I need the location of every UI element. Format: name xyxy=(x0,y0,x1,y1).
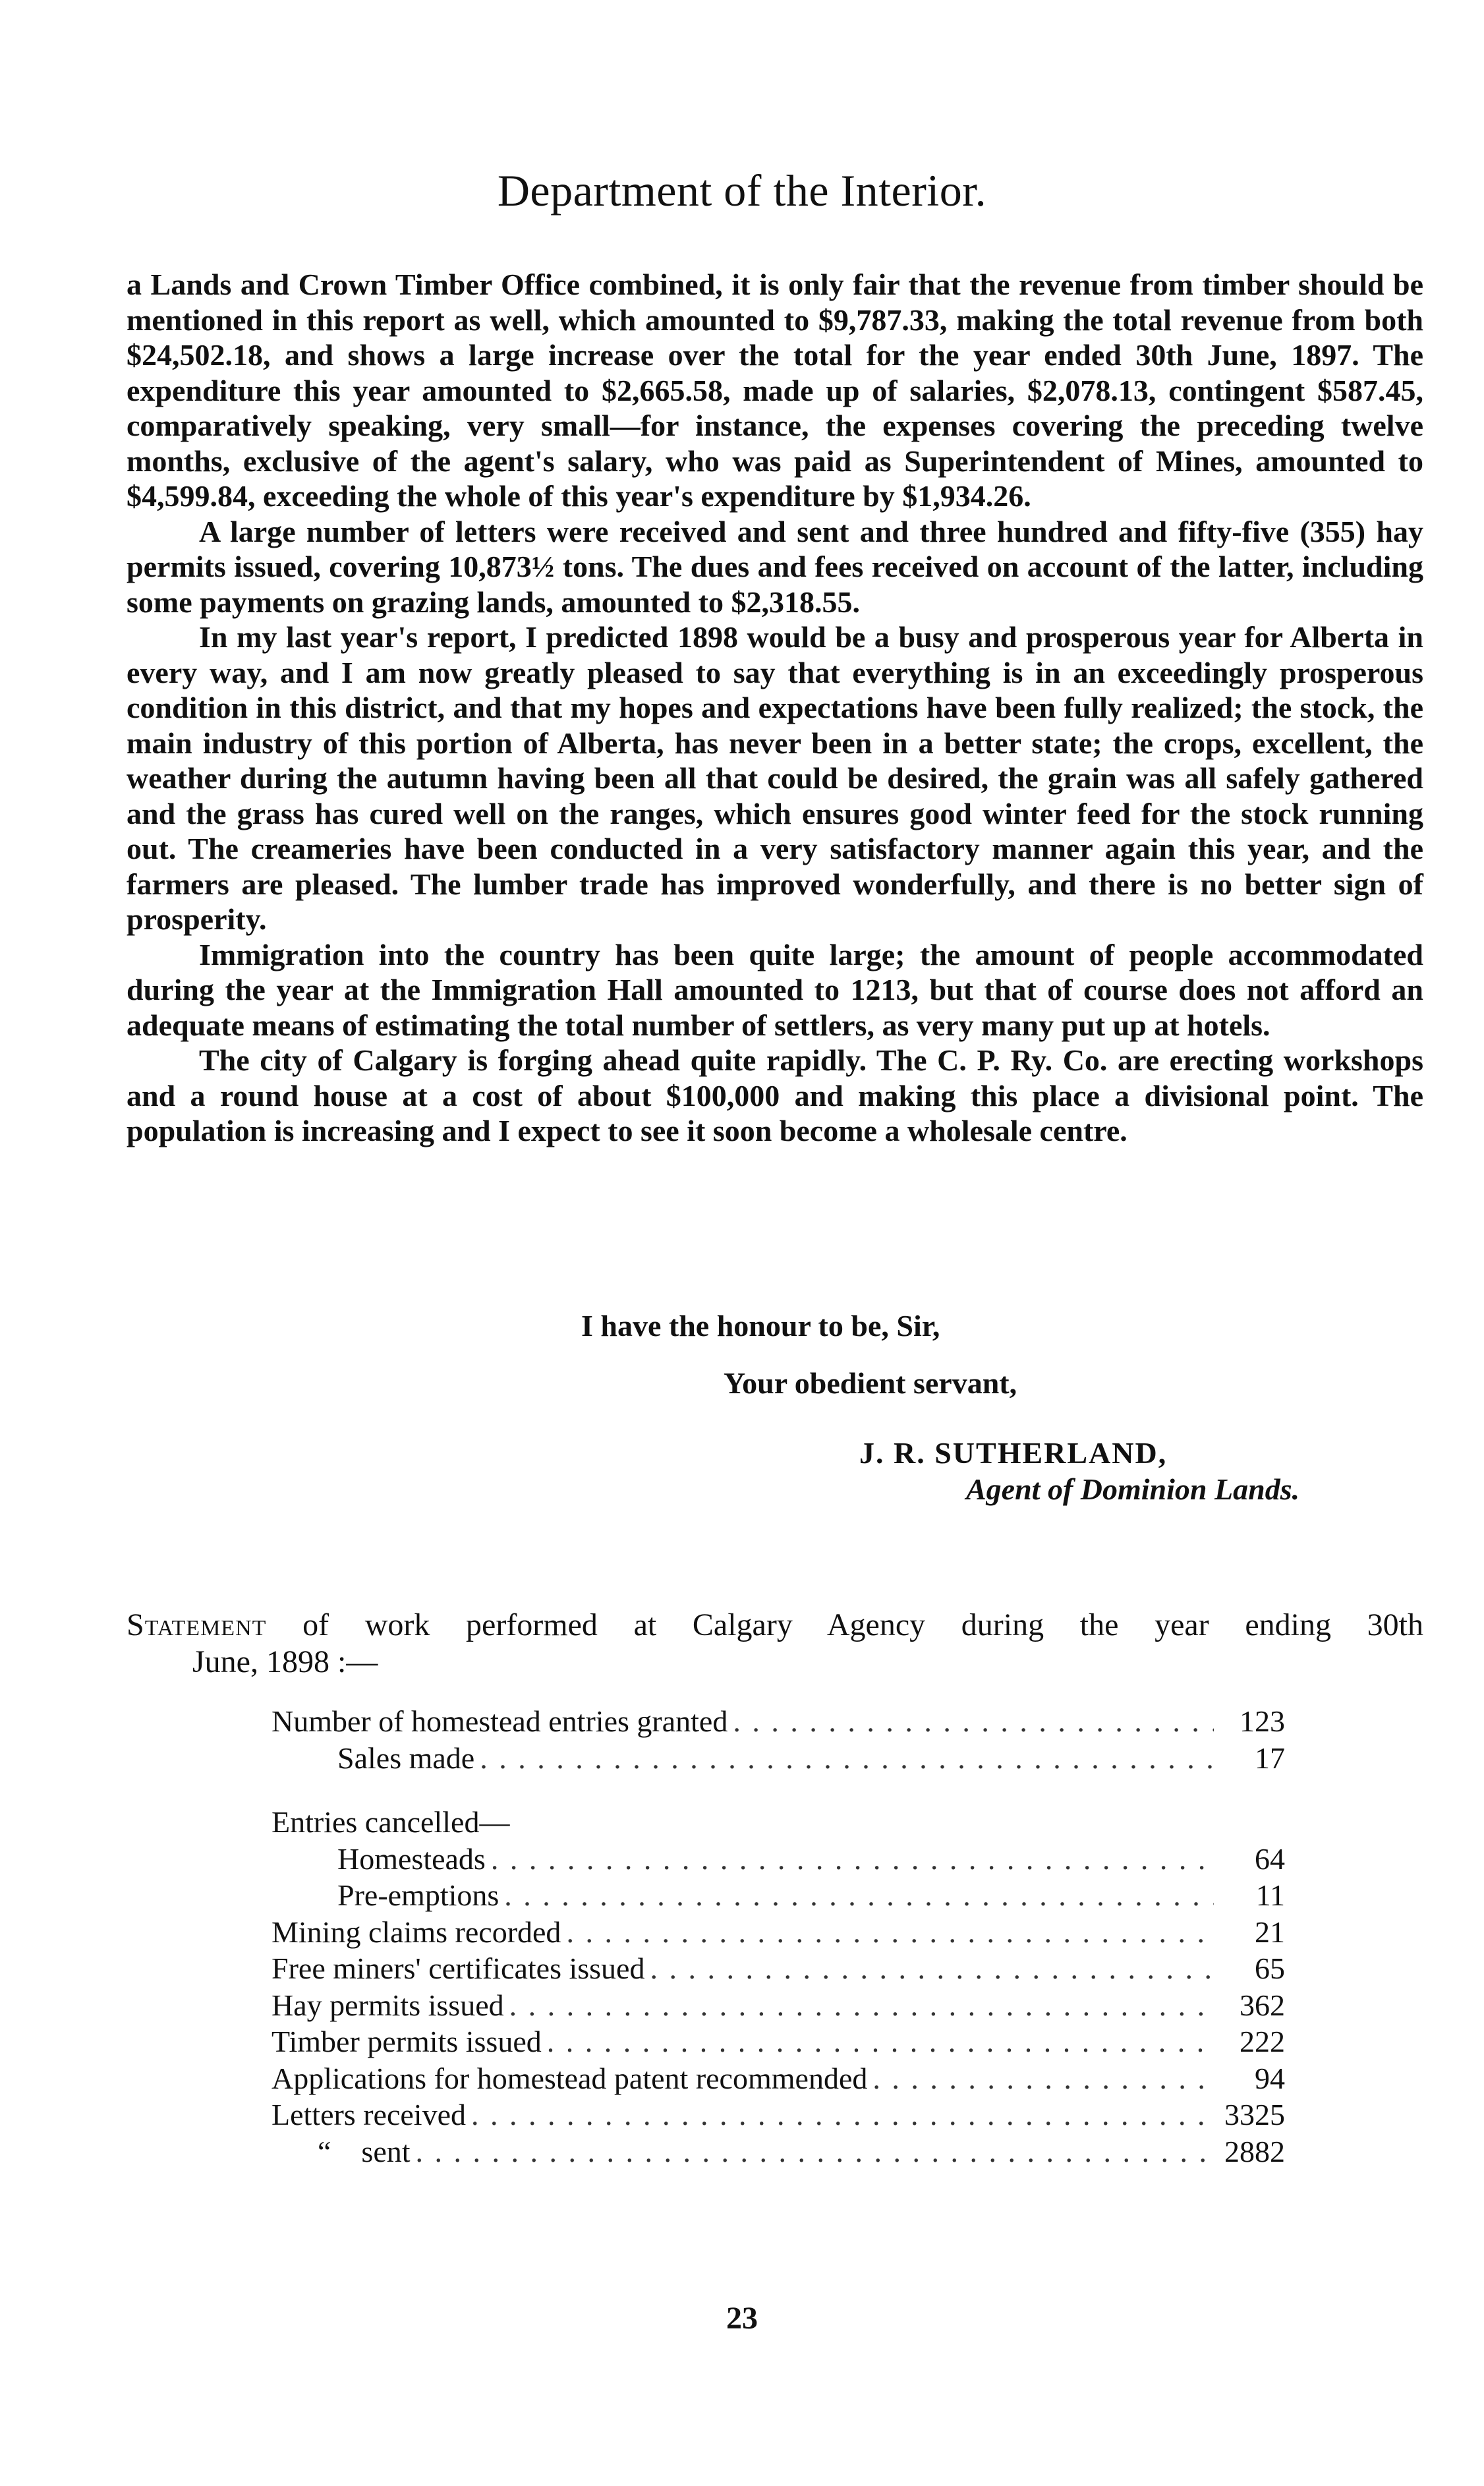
row-label: Homesteads xyxy=(337,1841,486,1876)
table-row xyxy=(271,1804,1285,1841)
closing-salutation: I have the honour to be, Sir, xyxy=(581,1309,940,1343)
dot-leader xyxy=(733,1703,1214,1740)
paragraph-calgary: The city of Calgary is forging ahead quite rapidly. The C. P. Ry. Co. are erecting workshops and a round house at a cost of about $100,000 and making this place a divisional point. The population is increasing and I expect to see it soon become a wholesale centre. xyxy=(127,1043,1423,1147)
row-value: 11 xyxy=(1255,1878,1285,1912)
statement-heading-text: of work performed at Calgary Agency during the year ending 30th xyxy=(302,1607,1423,1642)
row-value: 64 xyxy=(1255,1841,1285,1876)
table-row xyxy=(271,2060,1285,2097)
table-row xyxy=(271,1950,1285,1987)
table-row xyxy=(271,2133,1285,2170)
row-value: 362 xyxy=(1240,1988,1285,2022)
statement-heading xyxy=(127,1607,1423,1644)
dot-leader xyxy=(547,2023,1214,2060)
dot-leader xyxy=(504,1877,1214,1914)
dot-leader xyxy=(650,1950,1214,1987)
row-value: 3325 xyxy=(1224,2098,1285,2131)
dot-leader xyxy=(566,1914,1214,1951)
table-row xyxy=(271,1740,1285,1777)
row-value: 21 xyxy=(1255,1915,1285,1949)
statement-table xyxy=(271,1703,1285,2170)
statement-heading-continued: June, 1898 :— xyxy=(192,1644,378,1679)
row-label: Number of homestead entries granted xyxy=(271,1704,728,1738)
signature-title: Agent of Dominion Lands. xyxy=(966,1472,1300,1506)
paragraph-hay-permits: A large number of letters were received and sent and three hundred and fifty-five (355) hay permits issued, covering 10,873½ tons. The dues and fees received on account of the latter, including some payments on grazing lands, amounted to $2,318.55. xyxy=(127,514,1423,619)
paragraph-revenue: a Lands and Crown Timber Office combined, it is only fair that the revenue from timber should be mentioned in this report as well, which amounted to $9,787.33, making the total revenue from both $24,502.18, and shows a large increase over the total for the year ended 30th June, 1897. The expenditure this year amounted to $2,665.58, made up of salaries, $2,078.13, contingent $587.45, comparatively speaking, very small—for instance, the expenses covering the preceding twelve months, exclusive of the agent's salary, who was paid as Superintendent of Mines, amounted to $4,599.84, exceeding the whole of this year's expenditure by $1,934.26. xyxy=(127,268,1423,513)
row-value: 65 xyxy=(1255,1951,1285,1985)
row-label: Hay permits issued xyxy=(271,1988,504,2022)
paragraph-immigration: Immigration into the country has been quite large; the amount of people accommodated during the year at the Immigration Hall amounted to 1213, but that of course does not afford an adequate means of estimating the total number of settlers, as very many put up at hotels. xyxy=(127,937,1423,1042)
page-number: 23 xyxy=(726,2301,758,2336)
ditto-mark: “ xyxy=(318,2134,331,2168)
closing-servant: Your obedient servant, xyxy=(724,1366,1017,1400)
statement-label: Statement xyxy=(127,1607,267,1642)
row-value: 17 xyxy=(1255,1741,1285,1775)
table-row xyxy=(271,2096,1285,2133)
row-label: Entries cancelled— xyxy=(271,1805,510,1839)
report-body xyxy=(127,267,1423,1149)
row-spacer xyxy=(271,1776,1285,1804)
row-value: 222 xyxy=(1240,2025,1285,2058)
dot-leader xyxy=(509,1987,1214,2024)
row-label: Letters received xyxy=(271,2098,466,2131)
table-row xyxy=(271,1877,1285,1914)
table-row xyxy=(271,2023,1285,2060)
row-label: sent xyxy=(361,2134,411,2168)
table-row xyxy=(271,1703,1285,1740)
row-label: Sales made xyxy=(337,1741,475,1775)
page-title: Department of the Interior. xyxy=(497,165,987,216)
table-row xyxy=(271,1987,1285,2024)
row-value: 123 xyxy=(1240,1704,1285,1738)
dot-leader xyxy=(872,2060,1214,2097)
row-value: 94 xyxy=(1255,2061,1285,2095)
dot-leader xyxy=(471,2096,1214,2133)
row-label: Mining claims recorded xyxy=(271,1915,561,1949)
row-label: Timber permits issued xyxy=(271,2025,542,2058)
table-row xyxy=(271,1841,1285,1878)
row-label: Free miners' certificates issued xyxy=(271,1951,645,1985)
table-row xyxy=(271,1914,1285,1951)
row-label-group xyxy=(271,2133,411,2170)
row-label: Pre-emptions xyxy=(337,1878,499,1912)
paragraph-prosperity: In my last year's report, I predicted 1898 would be a busy and prosperous year for Alberta in every way, and I am now greatly pleased to say that everything is in an exceedingly prosperous condition in this district, and that my hopes and expectations have been fully realized; the stock, the main industry of this portion of Alberta, has never been in a better state; the crops, excellent, the weather during the autumn having been all that could be desired, the grain was all safely gathered and the grass has cured well on the ranges, which ensures good winter feed for the stock running out. The creameries have been conducted in a very satisfactory manner again this year, and the farmers are pleased. The lumber trade has improved wonderfully, and there is no better sign of prosperity. xyxy=(127,620,1423,936)
row-label: Applications for homestead patent recommended xyxy=(271,2061,868,2095)
signature-name: J. R. SUTHERLAND, xyxy=(859,1436,1168,1470)
dot-leader xyxy=(416,2133,1214,2170)
dot-leader xyxy=(491,1841,1214,1878)
dot-leader xyxy=(480,1740,1214,1777)
row-value: 2882 xyxy=(1224,2134,1285,2168)
